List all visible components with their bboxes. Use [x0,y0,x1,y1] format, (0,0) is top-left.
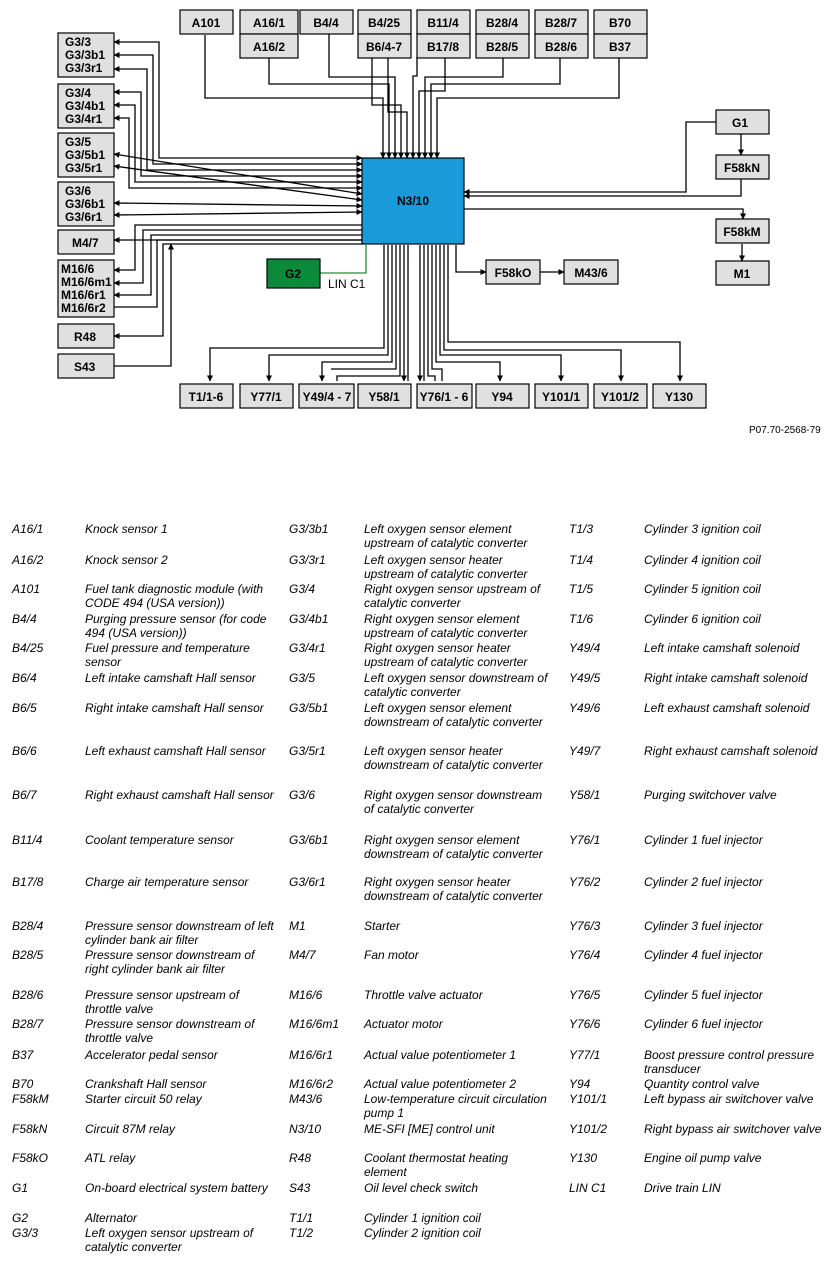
legend-code: M16/6r2 [289,1077,334,1091]
legend-code: B70 [12,1077,34,1091]
control-unit-label: N3/10 [396,194,430,208]
legend-description: Knock sensor 1 [85,522,168,536]
legend-code: Y101/2 [569,1122,608,1136]
legend-description: Knock sensor 2 [85,553,168,567]
label-g3-5: G3/5 [65,135,92,149]
label-a16-2: A16/2 [252,40,286,54]
label-y130: Y130 [664,390,694,404]
label-g3-4: G3/4 [65,86,92,100]
legend-code: Y101/1 [569,1092,608,1106]
legend-description: Cylinder 5 ignition coil [644,582,761,596]
label-b4-25: B4/25 [367,16,401,30]
legend-description: Alternator [85,1211,138,1225]
lin-label: LIN C1 [328,277,366,291]
label-f58kn: F58kN [723,161,761,175]
label-m43-6: M43/6 [574,266,608,280]
label-y94: Y94 [491,390,513,404]
legend-code: G3/5r1 [289,744,326,758]
legend-code: B28/5 [12,948,44,962]
legend-description: Fuel tank diagnostic module (with CODE 494 (USA version)) [85,582,264,610]
legend-code: M43/6 [289,1092,323,1106]
legend-code: N3/10 [289,1122,322,1136]
label-g3-3b1: G3/3b1 [65,48,106,62]
legend-code: Y76/4 [569,948,601,962]
wiring-diagram [0,0,837,440]
legend-description: Cylinder 5 fuel injector [644,988,763,1002]
legend-description: Right intake camshaft solenoid [644,671,808,685]
label-m16-6: M16/6 [61,262,95,276]
label-y49: Y49/4 - 7 [302,390,352,404]
label-t1: T1/1-6 [188,390,224,404]
legend-description: Left oxygen sensor upstream of catalytic converter [85,1226,254,1254]
label-b28-6: B28/6 [544,40,578,54]
legend-code: T1/2 [289,1226,314,1240]
label-r48: R48 [74,330,97,344]
legend-code: Y77/1 [569,1048,601,1062]
legend-description: Throttle valve actuator [364,988,483,1002]
legend-description: Cylinder 1 ignition coil [364,1211,481,1225]
legend-description: Right oxygen sensor element upstream of catalytic converter [364,612,528,640]
legend-code: S43 [289,1181,311,1195]
label-s43: S43 [74,360,96,374]
legend-code: B4/4 [12,612,37,626]
legend-description: Boost pressure control pressure transducer [644,1048,815,1076]
legend-description: Cylinder 2 ignition coil [364,1226,481,1240]
legend-code: A101 [12,582,41,596]
legend-description: Fuel pressure and temperature sensor [85,641,250,669]
legend-code: R48 [289,1151,312,1165]
legend-description: Cylinder 2 fuel injector [644,875,763,889]
label-g3-4r1: G3/4r1 [65,112,103,126]
legend-description: Cylinder 4 fuel injector [644,948,763,962]
label-y76: Y76/1 - 6 [419,390,469,404]
legend-description: Starter [364,919,401,933]
legend-description: Low-temperature circuit circulation pump 1 [364,1092,547,1120]
legend-description: Pressure sensor downstream of throttle valve [85,1017,255,1045]
alternator-label: G2 [284,267,302,281]
legend-description: Engine oil pump valve [644,1151,762,1165]
label-g3-4b1: G3/4b1 [65,99,106,113]
lin-line [320,245,366,273]
label-b28-4: B28/4 [485,16,519,30]
legend-description: Right intake camshaft Hall sensor [85,701,264,715]
label-b6-4-7: B6/4-7 [365,40,403,54]
legend-code: B17/8 [12,875,44,889]
legend-description: Left bypass air switchover valve [644,1092,814,1106]
legend-code: Y76/6 [569,1017,601,1031]
legend-description: Left intake camshaft Hall sensor [85,671,256,685]
legend-code: T1/1 [289,1211,314,1225]
legend-code: M16/6r1 [289,1048,334,1062]
legend-code: A16/1 [12,522,44,536]
legend-description: Left oxygen sensor downstream of catalytic converter [364,671,548,699]
legend-description: Circuit 87M relay [85,1122,176,1136]
legend-description: Cylinder 3 ignition coil [644,522,761,536]
legend-code: F58kN [12,1122,48,1136]
legend-code: Y76/3 [569,919,601,933]
legend-description: On-board electrical system battery [85,1181,268,1195]
legend-description: Left intake camshaft solenoid [644,641,800,655]
legend-code: LIN C1 [569,1181,607,1195]
legend-description: Actual value potentiometer 1 [364,1048,517,1062]
legend-code: Y49/6 [569,701,601,715]
label-g3-5r1: G3/5r1 [65,161,103,175]
legend-description: Charge air temperature sensor [85,875,249,889]
label-g3-3: G3/3 [65,35,92,49]
legend-description: ME-SFI [ME] control unit [364,1122,495,1136]
legend-description: Oil level check switch [364,1181,479,1195]
legend-code: Y49/7 [569,744,601,758]
legend-code: G1 [12,1181,29,1195]
legend-code: Y130 [569,1151,598,1165]
legend-code: G3/4r1 [289,641,326,655]
label-a16-1: A16/1 [252,16,286,30]
legend-code: G3/5 [289,671,316,685]
label-m4-7: M4/7 [72,236,99,250]
label-g1: G1 [731,116,749,130]
label-b17-8: B17/8 [426,40,460,54]
label-g3-3r1: G3/3r1 [65,61,103,75]
label-b70: B70 [608,16,632,30]
label-f58ko: F58kO [494,266,532,280]
legend-description: Left exhaust camshaft Hall sensor [85,744,266,758]
label-y101-1: Y101/1 [541,390,581,404]
legend-code: B6/4 [12,671,37,685]
legend-description: Cylinder 3 fuel injector [644,919,763,933]
legend-code: T1/3 [569,522,594,536]
legend-description: Right exhaust camshaft Hall sensor [85,788,274,802]
legend-description: Cylinder 6 ignition coil [644,612,761,626]
legend-description: Right oxygen sensor element downstream of catalytic converter [364,833,543,861]
legend-description: Left exhaust camshaft solenoid [644,701,810,715]
label-g3-6: G3/6 [65,184,92,198]
label-g3-6r1: G3/6r1 [65,210,103,224]
legend-description: Starter circuit 50 relay [85,1092,202,1106]
legend-description: Cylinder 4 ignition coil [644,553,761,567]
legend-description: Right oxygen sensor upstream of catalytic converter [364,582,541,610]
label-g3-5b1: G3/5b1 [65,148,106,162]
legend-code: B28/7 [12,1017,44,1031]
legend-code: G3/3 [12,1226,39,1240]
legend-description: Actuator motor [364,1017,443,1031]
legend-code: T1/5 [569,582,594,596]
label-b28-7: B28/7 [544,16,578,30]
reference-code: P07.70-2568-79 [749,425,821,436]
legend-description: Pressure sensor upstream of throttle valve [85,988,240,1016]
legend-description: Accelerator pedal sensor [85,1048,218,1062]
control-unit-n3-10 [362,158,464,244]
legend-description: Right exhaust camshaft solenoid [644,744,818,758]
label-m16-6r1: M16/6r1 [61,288,106,302]
legend-description: Purging switchover valve [644,788,777,802]
legend-code: B6/7 [12,788,37,802]
legend-description: Drive train LIN [644,1181,721,1195]
legend-code: M4/7 [289,948,316,962]
legend-code: B28/6 [12,988,44,1002]
legend-code: G3/5b1 [289,701,329,715]
legend-description: Cylinder 6 fuel injector [644,1017,763,1031]
label-g3-6b1: G3/6b1 [65,197,106,211]
legend-code: T1/6 [569,612,594,626]
alternator-box [267,259,320,288]
legend-code: G3/4b1 [289,612,329,626]
legend-code: Y76/5 [569,988,601,1002]
legend-code: B11/4 [12,833,43,847]
legend-description: ATL relay [85,1151,136,1165]
legend-code: Y49/5 [569,671,601,685]
legend-description: Quantity control valve [644,1077,760,1091]
legend-code: B4/25 [12,641,44,655]
legend-description: Cylinder 1 fuel injector [644,833,763,847]
legend-description: Right oxygen sensor heater upstream of catalytic converter [364,641,528,669]
legend-description: Pressure sensor downstream of left cylinder bank air filter [85,919,274,947]
label-f58km: F58kM [723,225,761,239]
legend-description: Right oxygen sensor heater downstream of catalytic converter [364,875,543,903]
legend-description: Left oxygen sensor heater downstream of catalytic converter [364,744,543,772]
legend-code: G3/6 [289,788,316,802]
legend-code: G3/3r1 [289,553,326,567]
legend-code: M1 [289,919,306,933]
legend-code: Y49/4 [569,641,601,655]
label-b37: B37 [608,40,632,54]
legend-code: Y76/1 [569,833,601,847]
legend-code: G2 [12,1211,29,1225]
legend-description: Fan motor [364,948,419,962]
legend-code: A16/2 [12,553,44,567]
legend-description: Purging pressure sensor (for code 494 (USA version)) [85,612,267,640]
label-m1: M1 [733,267,751,281]
legend-code: B6/5 [12,701,37,715]
legend-code: Y94 [569,1077,591,1091]
legend-code: G3/3b1 [289,522,329,536]
legend-code: F58kO [12,1151,49,1165]
legend-description: Right bypass air switchover valve [644,1122,822,1136]
legend-code: T1/4 [569,553,594,567]
legend-code: G3/6r1 [289,875,326,889]
label-y101-2: Y101/2 [600,390,640,404]
legend-description: Coolant temperature sensor [85,833,234,847]
legend-description: Crankshaft Hall sensor [85,1077,207,1091]
label-a101: A101 [191,16,221,30]
legend-code: M16/6m1 [289,1017,340,1031]
legend-code: B28/4 [12,919,44,933]
legend-description: Left oxygen sensor element upstream of catalytic converter [364,522,528,550]
label-m16-6r2: M16/6r2 [61,301,106,315]
legend-code: B6/6 [12,744,37,758]
label-b11-4: B11/4 [427,16,459,30]
legend-description: Actual value potentiometer 2 [364,1077,517,1091]
legend-code: G3/6b1 [289,833,329,847]
legend-code: M16/6 [289,988,323,1002]
label-y58-1: Y58/1 [368,390,400,404]
legend-code: G3/4 [289,582,316,596]
legend-description: Left oxygen sensor heater upstream of catalytic converter [364,553,528,581]
legend-description: Right oxygen sensor downstream of catalytic converter [364,788,543,816]
label-m16-6m1: M16/6m1 [61,275,112,289]
legend-code: F58kM [12,1092,49,1106]
label-b28-5: B28/5 [485,40,519,54]
legend-code: B37 [12,1048,34,1062]
legend-code: Y76/2 [569,875,601,889]
legend-code: Y58/1 [569,788,601,802]
legend-description: Coolant thermostat heating element [364,1151,509,1179]
label-b4-4: B4/4 [313,16,339,30]
legend-description: Pressure sensor downstream of right cylinder bank air filter [85,948,255,976]
label-y77-1: Y77/1 [250,390,282,404]
legend-description: Left oxygen sensor element downstream of catalytic converter [364,701,543,729]
